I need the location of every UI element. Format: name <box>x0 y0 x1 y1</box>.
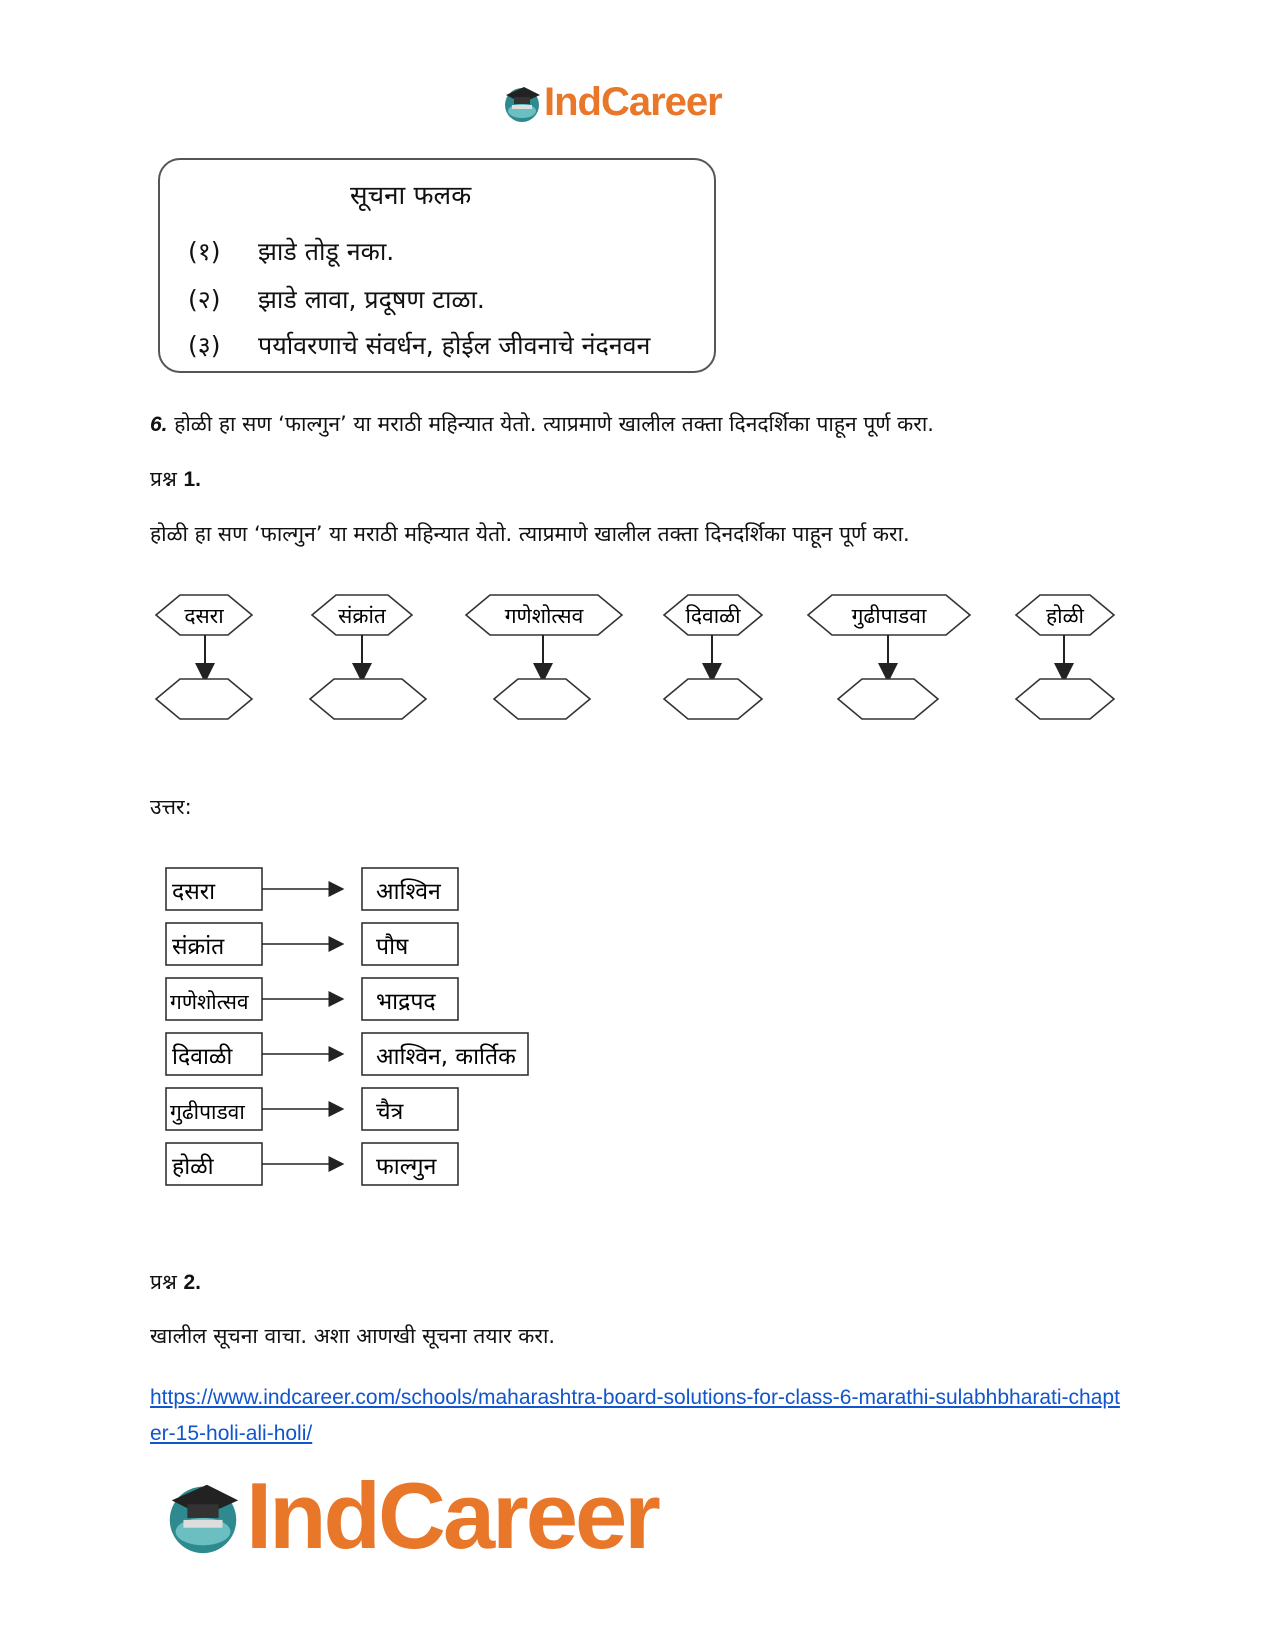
answer-label: उत्तर: <box>150 795 192 819</box>
festival-box-label: होळी <box>172 1154 214 1180</box>
empty-hexagon <box>664 679 762 719</box>
notice-item: (२) झाडे लावा, प्रदूषण टाळा. <box>188 285 485 314</box>
answer-mapping <box>0 860 700 1200</box>
notice-board <box>158 158 716 373</box>
festival-label: दिवाळी <box>685 604 741 628</box>
month-box-label: भाद्रपद <box>376 989 436 1015</box>
festival-column <box>664 595 762 719</box>
festival-column <box>808 595 970 719</box>
festival-label: संक्रांत <box>338 604 386 628</box>
festival-box-label: दसरा <box>172 879 216 905</box>
month-box-label: आश्विन <box>376 879 441 905</box>
empty-hexagon <box>1016 679 1114 719</box>
festival-label: होळी <box>1046 604 1084 628</box>
q6-text: 6. होळी हा सण ‘फाल्गुन’ या मराठी महिन्यात येतो. त्याप्रमाणे खालील तक्ता दिनदर्शिका पाहून पूर्ण करा. <box>150 412 934 436</box>
festival-label: गणेशोत्सव <box>504 604 584 628</box>
answer-row <box>166 923 458 965</box>
brand-wordmark: IndCareer <box>544 80 722 124</box>
month-box-label: फाल्गुन <box>376 1154 437 1180</box>
festival-column <box>1016 595 1114 719</box>
indcareer-logo-bottom <box>160 1462 658 1570</box>
festival-column <box>156 595 252 719</box>
graduation-cap-icon <box>500 81 544 125</box>
festival-box-label: गणेशोत्सव <box>170 990 249 1014</box>
answer-row <box>166 978 458 1020</box>
notice-item: (१) झाडे तोडू नका. <box>188 237 395 266</box>
empty-hexagon <box>494 679 590 719</box>
brand-wordmark: IndCareer <box>246 1463 658 1568</box>
source-link[interactable]: https://www.indcareer.com/schools/maharashtra-board-solutions-for-class-6-marathi-sulabhbharati-chapter-15-holi-ali-holi/ <box>150 1386 1120 1445</box>
festival-label: दसरा <box>184 604 224 628</box>
festival-box-label: संक्रांत <box>172 934 225 960</box>
question2-heading: प्रश्न 2. <box>150 1270 201 1294</box>
month-box-label: आश्विन, कार्तिक <box>376 1044 516 1070</box>
festival-column <box>310 595 426 719</box>
question2-text: खालील सूचना वाचा. अशा आणखी सूचना तयार करा. <box>150 1324 556 1348</box>
answer-row <box>166 1033 528 1075</box>
month-box-label: पौष <box>376 934 409 960</box>
empty-hexagon <box>156 679 252 719</box>
month-box-label: चैत्र <box>376 1099 404 1125</box>
graduation-cap-icon <box>160 1473 246 1559</box>
notice-item: (३) पर्यावरणाचे संवर्धन, होईल जीवनाचे नंदनवन <box>188 331 651 360</box>
empty-hexagon <box>838 679 938 719</box>
festival-hexagon-diagram <box>0 585 1275 735</box>
empty-hexagon <box>310 679 426 719</box>
answer-row <box>166 1088 458 1130</box>
indcareer-logo-top <box>500 80 722 125</box>
festival-box-label: गुढीपाडवा <box>170 1100 245 1124</box>
answer-row <box>166 1143 458 1185</box>
festival-label: गुढीपाडवा <box>851 604 927 628</box>
festival-box-label: दिवाळी <box>172 1044 233 1070</box>
question1-heading: प्रश्न 1. <box>150 467 201 491</box>
festival-column <box>466 595 622 719</box>
answer-row <box>166 868 458 910</box>
notice-title: सूचना फलक <box>350 181 472 211</box>
question1-text: होळी हा सण ‘फाल्गुन’ या मराठी महिन्यात येतो. त्याप्रमाणे खालील तक्ता दिनदर्शिका पाहून पूर्ण करा. <box>150 522 910 546</box>
